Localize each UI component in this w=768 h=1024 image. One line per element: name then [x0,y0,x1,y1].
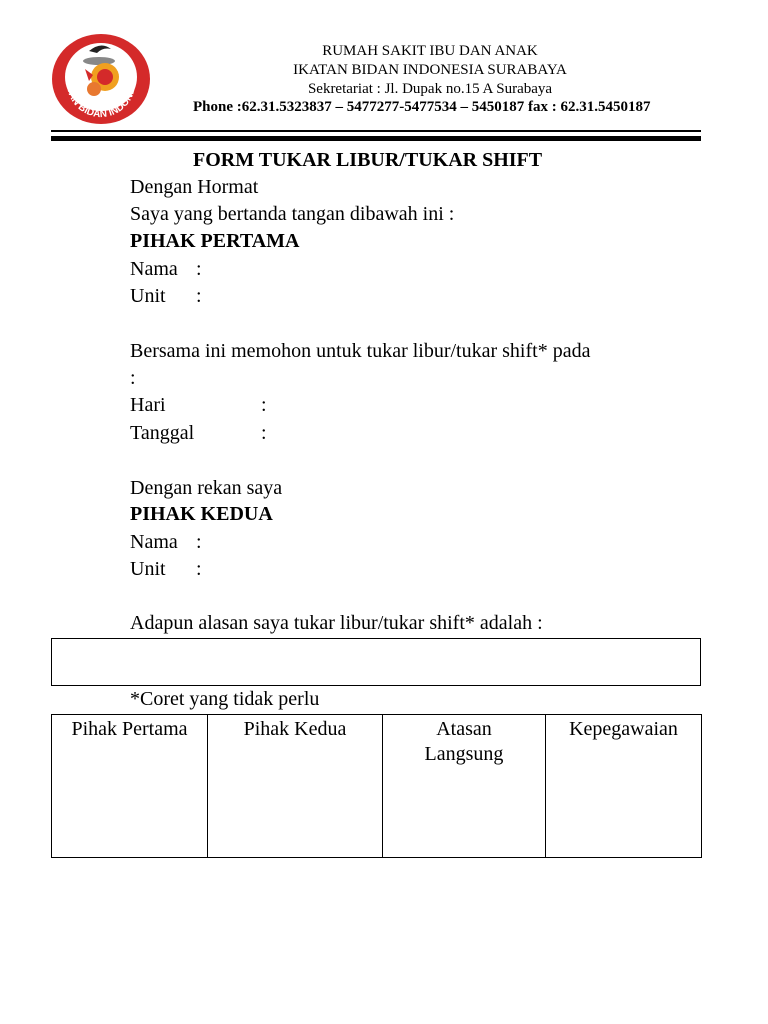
signature-table [51,714,702,858]
footnote: *Coret yang tidak perlu [130,688,320,710]
org-sub: IKATAN BIDAN INDONESIA SURABAYA [293,62,567,78]
signature-label: Pihak Pertama [71,718,188,740]
second-party-unit-sep: : [196,558,202,580]
logo-text: ATAN BIDAN INDONES [63,81,139,121]
second-party-unit-label: Unit [130,558,166,580]
reason-input-box[interactable] [51,638,701,686]
signature-label: Kepegawaian [569,718,678,740]
signature-cell-personnel[interactable] [546,715,702,858]
second-party-name-sep: : [196,531,202,553]
header-divider-thin [51,130,701,132]
first-party-unit-sep: : [196,285,202,307]
reason-label: Adapun alasan saya tukar libur/tukar shift* adalah : [130,612,543,634]
form-title: FORM TUKAR LIBUR/TUKAR SHIFT [193,149,543,171]
first-party-name-label: Nama [130,258,178,280]
request-text: Bersama ini memohon untuk tukar libur/tukar shift* pada [130,340,591,362]
signature-cell-supervisor[interactable] [383,715,546,858]
org-address: Sekretariat : Jl. Dupak no.15 A Surabaya [307,81,553,97]
hospital-logo [49,31,153,127]
signature-cell-first-party[interactable] [52,715,208,858]
signature-cell-second-party[interactable] [208,715,383,858]
first-party-unit-label: Unit [130,285,166,307]
day-sep: : [261,394,267,416]
signature-label: Pihak Kedua [243,718,347,740]
date-label: Tanggal [130,422,195,444]
partner-text: Dengan rekan saya [130,477,283,499]
header-divider-thick [51,136,701,141]
day-label: Hari [130,394,166,416]
first-party-heading: PIHAK PERTAMA [130,230,300,252]
second-party-name-label: Nama [130,531,178,553]
date-sep: : [261,422,267,444]
greeting: Dengan Hormat [130,176,259,198]
first-party-name-sep: : [196,258,202,280]
second-party-heading: PIHAK KEDUA [130,503,273,525]
org-name: RUMAH SAKIT IBU DAN ANAK [322,43,538,59]
signature-label: Atasan Langsung [424,718,504,765]
intro-text: Saya yang bertanda tangan dibawah ini : [130,203,455,225]
org-phone: Phone :62.31.5323837 – 5477277-5477534 – 5450187 fax : 62.31.5450187 [193,99,651,115]
request-colon: : [130,367,136,389]
